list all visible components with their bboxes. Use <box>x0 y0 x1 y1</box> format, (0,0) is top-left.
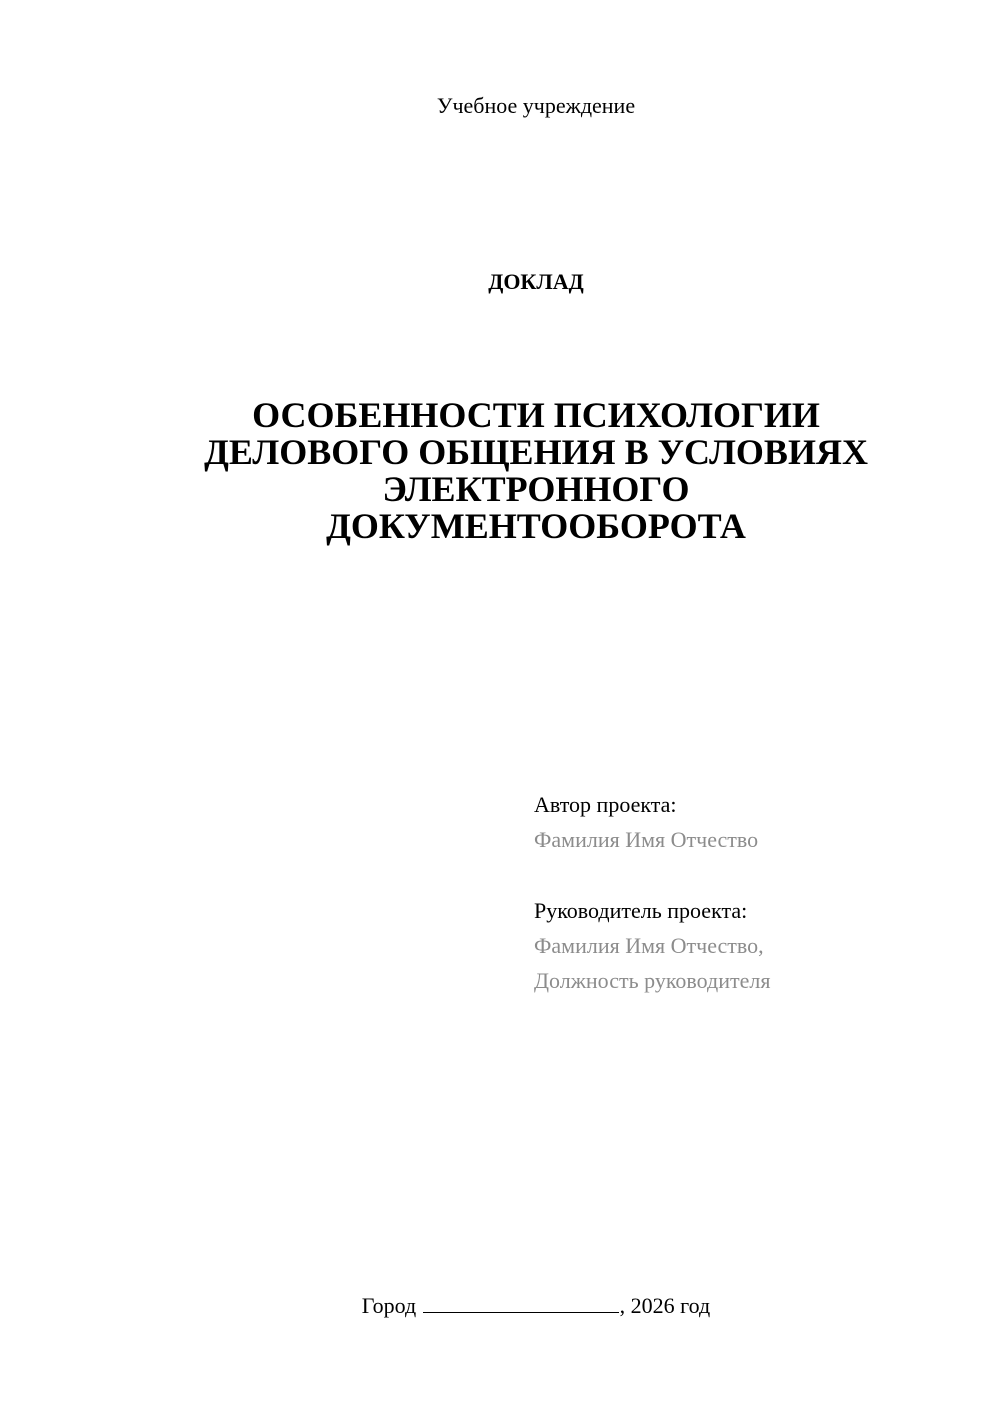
supervisor-label: Руководитель проекта: <box>534 898 748 923</box>
spacer <box>534 857 974 893</box>
city-blank-line <box>423 1290 619 1313</box>
author-label: Автор проекта: <box>534 792 677 817</box>
title-line: ДЕЛОВОГО ОБЩЕНИЯ В УСЛОВИЯХ <box>204 432 868 472</box>
supervisor-name: Фамилия Имя Отчество, <box>534 933 764 958</box>
title-line: ОСОБЕННОСТИ ПСИХОЛОГИИ <box>252 395 820 435</box>
credits-block <box>534 787 974 998</box>
document-title <box>136 397 936 545</box>
supervisor-position: Должность руководителя <box>534 968 771 993</box>
document-type: ДОКЛАД <box>488 269 584 294</box>
year-text: , 2026 год <box>619 1293 711 1318</box>
author-name: Фамилия Имя Отчество <box>534 827 759 852</box>
city-year-line <box>0 1290 1000 1321</box>
city-label: Город <box>361 1293 417 1318</box>
title-line: ЭЛЕКТРОННОГО <box>382 469 690 509</box>
title-line: ДОКУМЕНТООБОРОТА <box>326 506 746 546</box>
institution-name: Учебное учреждение <box>436 93 636 118</box>
